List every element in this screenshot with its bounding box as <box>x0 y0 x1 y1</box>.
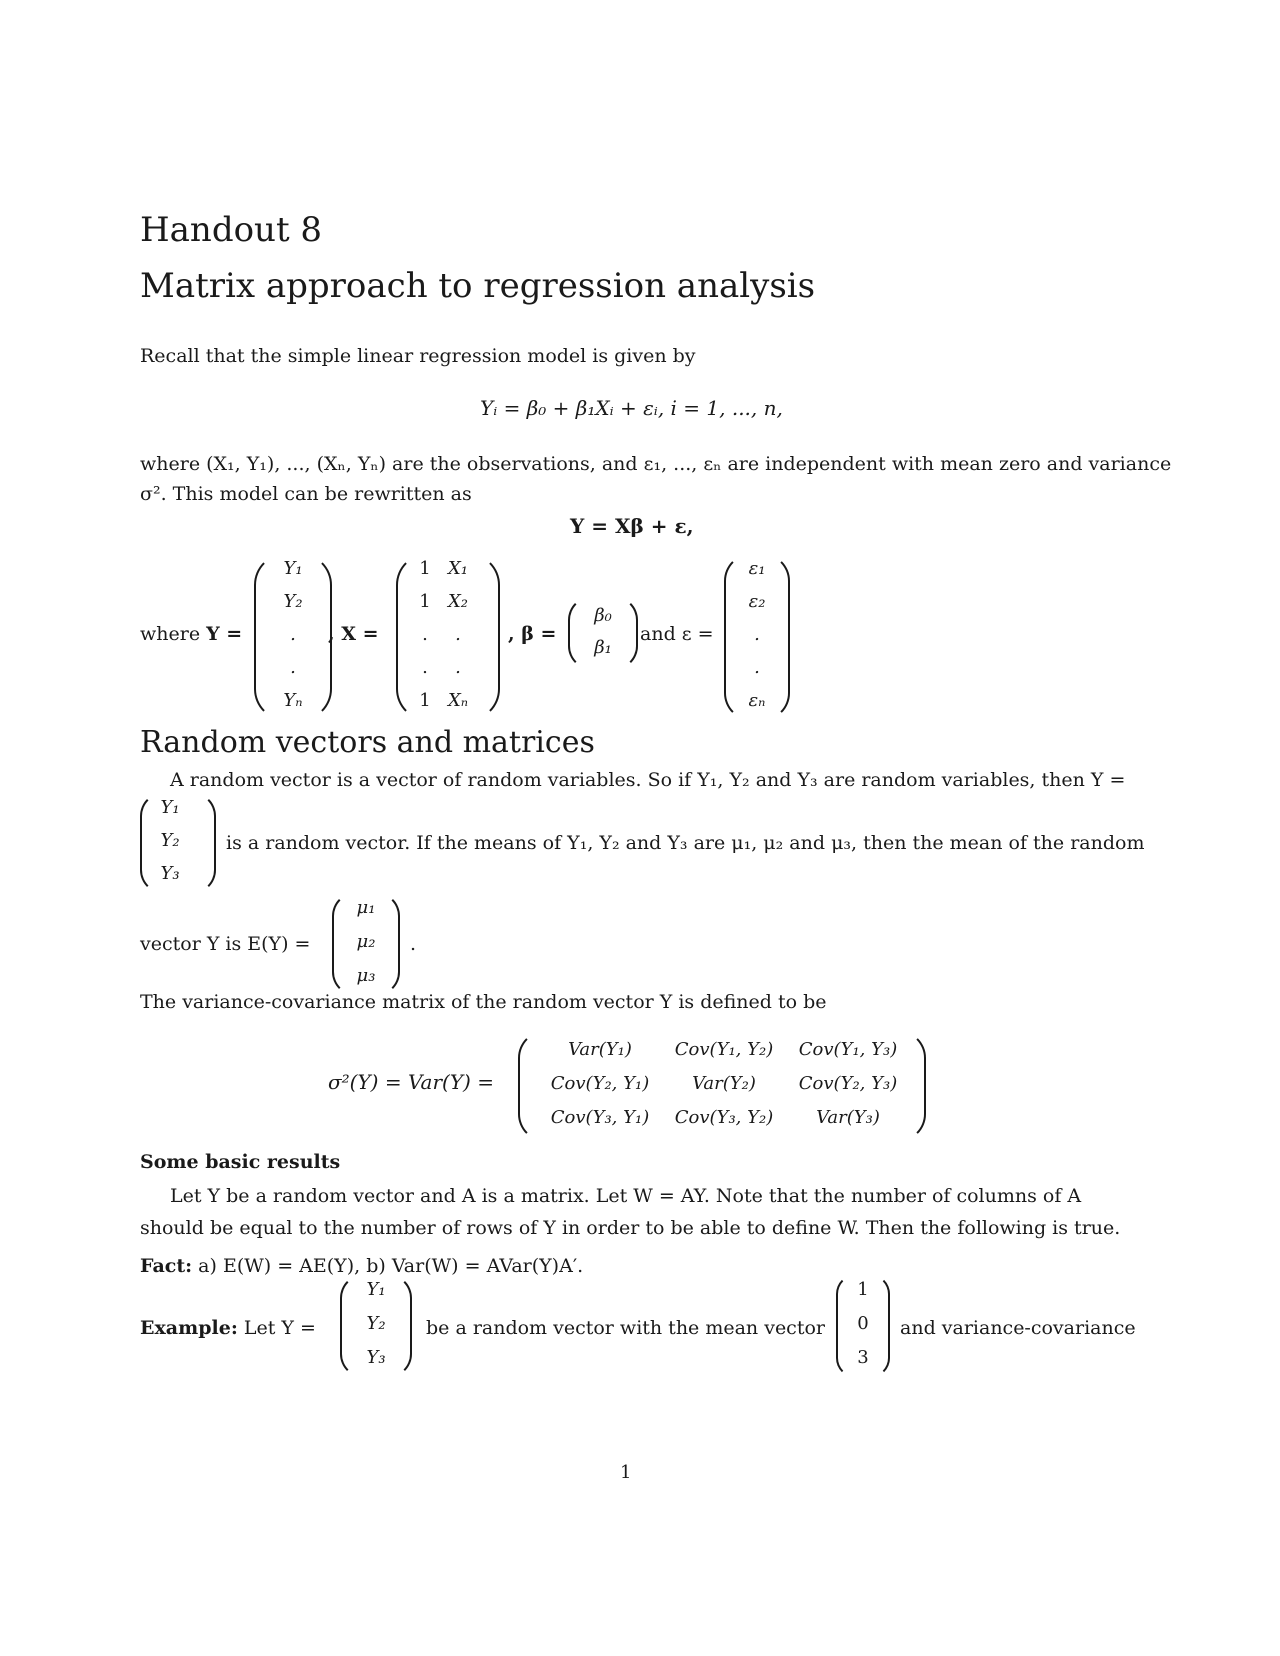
y3-vector-entry: Y₃ <box>160 863 180 884</box>
y-vector-entry: . <box>290 624 296 645</box>
x-matrix-cell: 1 <box>419 558 431 579</box>
handout-title: Handout 8 <box>140 210 323 250</box>
x-matrix-cell: Xₙ <box>447 690 469 711</box>
mean-label: vector Y is E(Y) = <box>140 933 311 955</box>
y-vector-entry: . <box>290 657 296 678</box>
varcov-matrix-cell: Cov(Y₁, Y₃) <box>798 1039 898 1060</box>
mu-vector-entry: μ₃ <box>356 965 376 986</box>
x-matrix-cell: . <box>422 624 428 645</box>
varcov-matrix-cell: Var(Y₁) <box>568 1039 632 1060</box>
where-text-2: σ². This model can be rewritten as <box>140 483 472 505</box>
epsilon-vector-entry: εₙ <box>748 690 766 711</box>
example-label-line: Example: Let Y = <box>140 1317 316 1339</box>
y3-vector-entry: Y₁ <box>160 797 180 818</box>
example-y-vector-entry: Y₃ <box>366 1347 386 1368</box>
epsilon-vector <box>724 553 790 721</box>
x-matrix-cell: 1 <box>419 591 431 612</box>
fact-line: Fact: a) E(W) = AE(Y), b) Var(W) = AVar(Y)A′. <box>140 1255 584 1277</box>
beta-vector-entry: β₀ <box>594 605 612 626</box>
x-label: , X = <box>328 623 379 645</box>
y-vector-entry: Y₂ <box>283 591 303 612</box>
beta-vector-entry: β₁ <box>594 637 612 658</box>
y-vector-entry: Y₁ <box>283 558 303 579</box>
where-text-1: where (X₁, Y₁), ..., (Xₙ, Yₙ) are the observations, and ε₁, ..., εₙ are independent with mean zero and variance <box>140 453 1172 475</box>
page-number: 1 <box>620 1462 632 1483</box>
varcov-matrix-cell: Cov(Y₂, Y₃) <box>798 1073 898 1094</box>
x-matrix-cell: . <box>422 657 428 678</box>
y3-vector-entry: Y₂ <box>160 830 180 851</box>
epsilon-vector-entry: ε₂ <box>748 591 766 612</box>
varcov-matrix-cell: Var(Y₂) <box>692 1073 756 1094</box>
random-paragraph-2: is a random vector. If the means of Y₁, Y₂ and Y₃ are μ₁, μ₂ and μ₃, then the mean of the random <box>226 832 1145 854</box>
varcov-matrix-cell: Cov(Y₁, Y₂) <box>674 1039 774 1060</box>
beta-vector <box>568 596 638 670</box>
varcov-matrix-cell: Cov(Y₃, Y₂) <box>674 1107 774 1128</box>
section-random-vectors: Random vectors and matrices <box>140 725 595 760</box>
epsilon-vector-entry: ε₁ <box>748 558 766 579</box>
x-matrix-cell: . <box>455 624 461 645</box>
varcov-label: σ²(Y) = Var(Y) = <box>328 1070 494 1094</box>
varcov-matrix-cell: Cov(Y₃, Y₁) <box>550 1107 650 1128</box>
example-mean-vector-entry: 3 <box>857 1347 869 1368</box>
beta-label: , β = <box>508 623 557 645</box>
example-mean-vector-entry: 1 <box>857 1279 869 1300</box>
model-equation: Yᵢ = β₀ + β₁Xᵢ + εᵢ, i = 1, ..., n, <box>480 396 783 420</box>
mean-end: . <box>410 933 417 955</box>
y-vector <box>254 553 332 721</box>
x-matrix-cell: X₁ <box>447 558 469 579</box>
example-middle-text: be a random vector with the mean vector <box>426 1317 825 1339</box>
varcov-intro: The variance-covariance matrix of the random vector Y is defined to be <box>140 991 827 1013</box>
y3-vector <box>140 792 216 894</box>
basic-results-heading: Some basic results <box>140 1151 341 1173</box>
x-matrix <box>396 553 500 721</box>
epsilon-vector-entry: . <box>754 624 760 645</box>
x-matrix-cell: 1 <box>419 690 431 711</box>
mu-vector-entry: μ₁ <box>356 897 376 918</box>
example-y-vector-entry: Y₂ <box>366 1313 386 1334</box>
example-end-text: and variance-covariance <box>900 1317 1136 1339</box>
epsilon-vector-entry: . <box>754 657 760 678</box>
mu-vector-entry: μ₂ <box>356 931 376 952</box>
where-label: where Y = <box>140 623 243 645</box>
basic-paragraph-2: should be equal to the number of rows of Y in order to be able to define W. Then the following is true. <box>140 1217 1121 1239</box>
varcov-matrix <box>518 1030 926 1142</box>
mu-vector <box>332 892 400 996</box>
basic-paragraph-1: Let Y be a random vector and A is a matrix. Let W = AY. Note that the number of columns of A <box>170 1185 1082 1207</box>
x-matrix-cell: . <box>455 657 461 678</box>
eps-label: and ε = <box>640 623 714 645</box>
varcov-matrix-cell: Var(Y₃) <box>816 1107 880 1128</box>
example-y-vector-entry: Y₁ <box>366 1279 386 1300</box>
varcov-matrix-cell: Cov(Y₂, Y₁) <box>550 1073 650 1094</box>
y-vector-entry: Yₙ <box>283 690 303 711</box>
example-mean-vector-entry: 0 <box>857 1313 869 1334</box>
x-matrix-cell: X₂ <box>447 591 469 612</box>
example-mean-vector <box>836 1274 890 1378</box>
intro-text: Recall that the simple linear regression model is given by <box>140 345 696 367</box>
random-paragraph-1: A random vector is a vector of random variables. So if Y₁, Y₂ and Y₃ are random variables, then Y = <box>170 769 1126 791</box>
matrix-equation: Y = Xβ + ε, <box>570 514 694 538</box>
example-y-vector <box>340 1274 412 1378</box>
handout-subtitle: Matrix approach to regression analysis <box>140 266 816 306</box>
